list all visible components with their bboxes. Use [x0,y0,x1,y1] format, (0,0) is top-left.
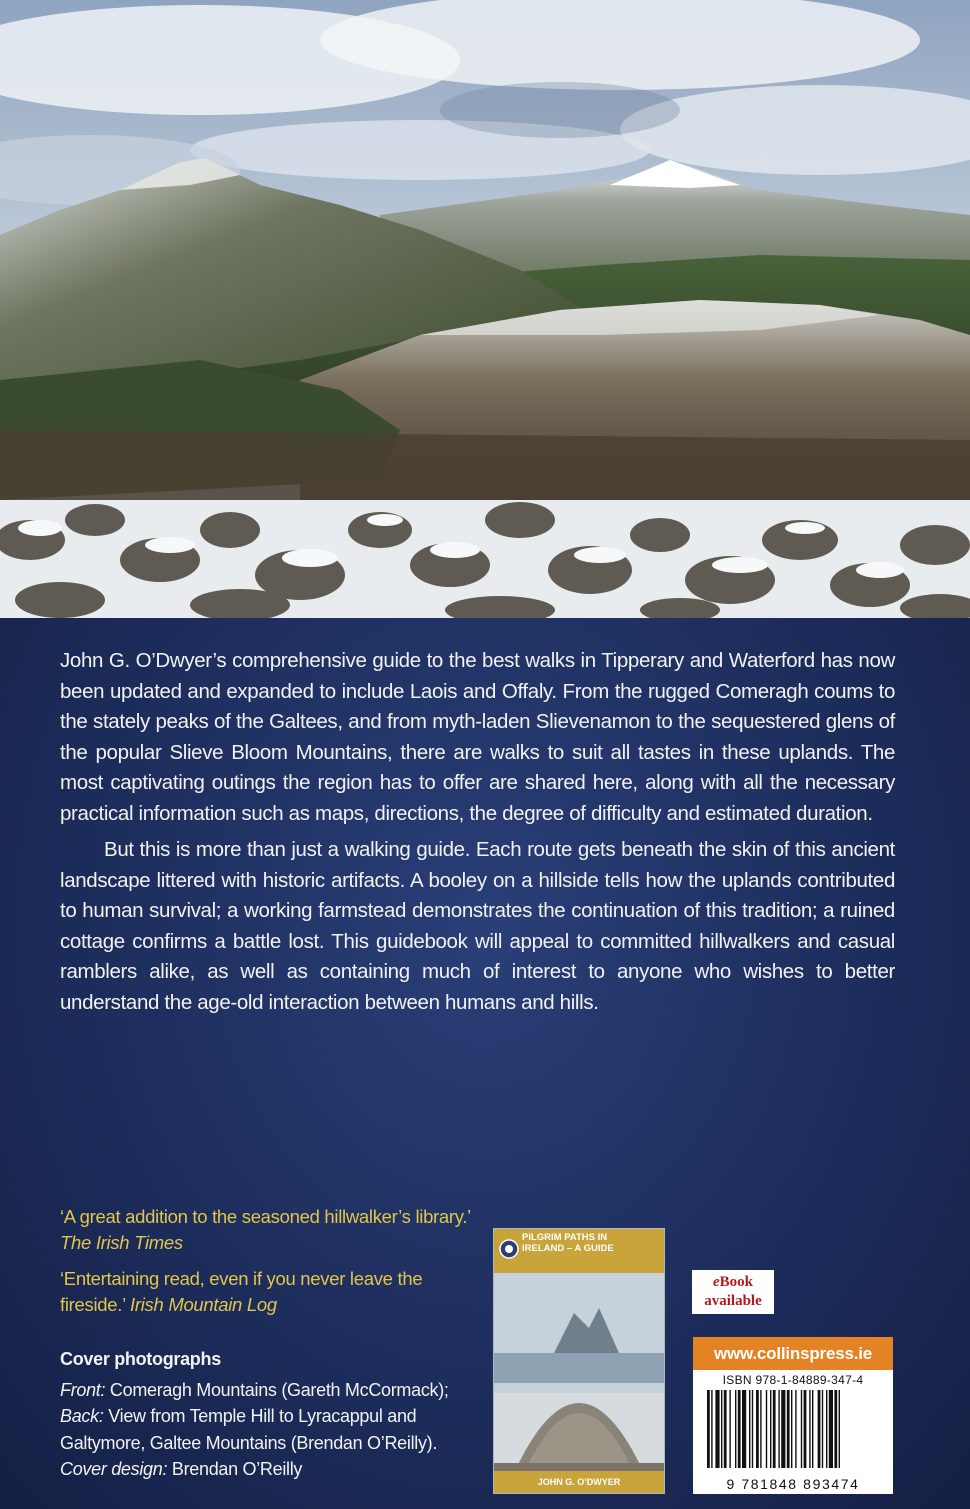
barcode-bar [756,1390,759,1468]
credit-back-text: View from Temple Hill to Lyracappul and Galtymore, Galtee Mountains (Brendan O’Reilly). [60,1406,438,1453]
quote-source: The Irish Times [60,1232,183,1253]
promo-book-header [494,1229,664,1273]
barcode-bar [760,1390,761,1468]
quote-source: Irish Mountain Log [130,1294,277,1315]
barcode-bar [721,1390,722,1468]
barcode-bar [791,1390,792,1468]
promo-book-thumbnail [493,1228,665,1494]
description-paragraph-2: But this is more than just a walking guide. Each route gets beneath the skin of this ancient landscape littered with historic artifacts. A booley on a hillside tells how the uplands contributed to human survival; a working farmstead demonstrates the continuation of this tradition; a ruined cottage confirms a battle lost. This guidebook will appeal to committed hillwalkers and casual ramblers alike, as well as containing much of interest to anyone who wishes to better understand the age-old interaction between humans and hills. [60,838,895,1014]
credit-front [60,1377,500,1404]
barcode-bars [703,1390,883,1468]
cover-photo [0,0,970,618]
description-paragraph-1: John G. O’Dwyer’s comprehensive guide to the best walks in Tipperary and Waterford has now been updated and expanded to include Laois and Offaly. From the rugged Comeragh coums to the stately peaks of the Galtees, and from myth-laden Slievenamon to the sequestered glens of the popular Slieve Bloom Mountains, there are walks to suit all tastes in these uplands. The most captivating outings the region has to offer are shared here, along with all the necessary practical information such as maps, directions, the degree of difficulty and estimated duration. [60,649,895,825]
ebook-available: available [704,1293,762,1309]
barcode-bar [795,1390,796,1468]
barcode-bar [770,1390,771,1468]
barcode-bar [738,1390,741,1468]
credit-front-label: Front: [60,1379,106,1400]
promo-book-author: JOHN G. O’DWYER [494,1471,664,1493]
barcode-bar [742,1390,746,1468]
ebook-available-badge [692,1270,774,1314]
promo-book-title: PILGRIM PATHS IN IRELAND – A GUIDE [522,1232,614,1254]
beehive-hut-image [494,1273,664,1493]
barcode-bar [804,1390,807,1468]
barcode-bar [735,1390,736,1468]
quote-text: ‘A great addition to the seasoned hillwalker’s library.’ [60,1206,471,1227]
review-quote [60,1204,480,1256]
publisher-website: www.collinspress.ie [693,1337,893,1370]
review-quote [60,1266,480,1318]
barcode-bar [829,1390,833,1468]
barcode-bar [752,1390,753,1468]
credit-back [60,1403,500,1456]
credit-back-label: Back: [60,1406,104,1426]
ebook-e: e [712,1274,720,1290]
barcode-bar [778,1390,779,1468]
mountain-landscape-image [0,0,970,618]
credits-heading: Cover photographs [60,1349,221,1369]
publisher-logo-icon [499,1239,519,1259]
credit-design-label: Cover design: [60,1459,168,1479]
barcode-bar [787,1390,790,1468]
ebook-book: Book [719,1274,754,1290]
review-quotes [60,1204,480,1328]
barcode-bar [781,1390,785,1468]
isbn-barcode [693,1370,893,1494]
barcode-bar [826,1390,827,1468]
barcode-bar [715,1390,719,1468]
barcode-bar [822,1390,823,1468]
barcode-bar [711,1390,712,1468]
barcode-bar [707,1390,710,1468]
barcode-bar [766,1390,767,1468]
credit-design [60,1456,500,1483]
barcode-bar [834,1390,837,1468]
barcode-bar [839,1390,840,1468]
barcode-bar [749,1390,750,1468]
cover-credits [60,1346,500,1483]
barcode-bar [809,1390,810,1468]
quote-text: ‘Entertaining read, even if you never leave the fireside.’ [60,1268,423,1315]
barcode-number: 9 781848 893474 [726,1476,860,1492]
credit-design-text: Brendan O’Reilly [171,1459,303,1479]
barcode-bar [812,1390,813,1468]
credit-front-text: Comeragh Mountains (Gareth McCormack); [109,1379,449,1400]
barcode-bar [724,1390,727,1468]
isbn-text: ISBN 978-1-84889-347-4 [722,1373,864,1387]
barcode-bar [773,1390,776,1468]
barcode-bar [801,1390,802,1468]
barcode-bar [729,1390,730,1468]
book-description [60,646,895,1018]
barcode-bar [818,1390,821,1468]
